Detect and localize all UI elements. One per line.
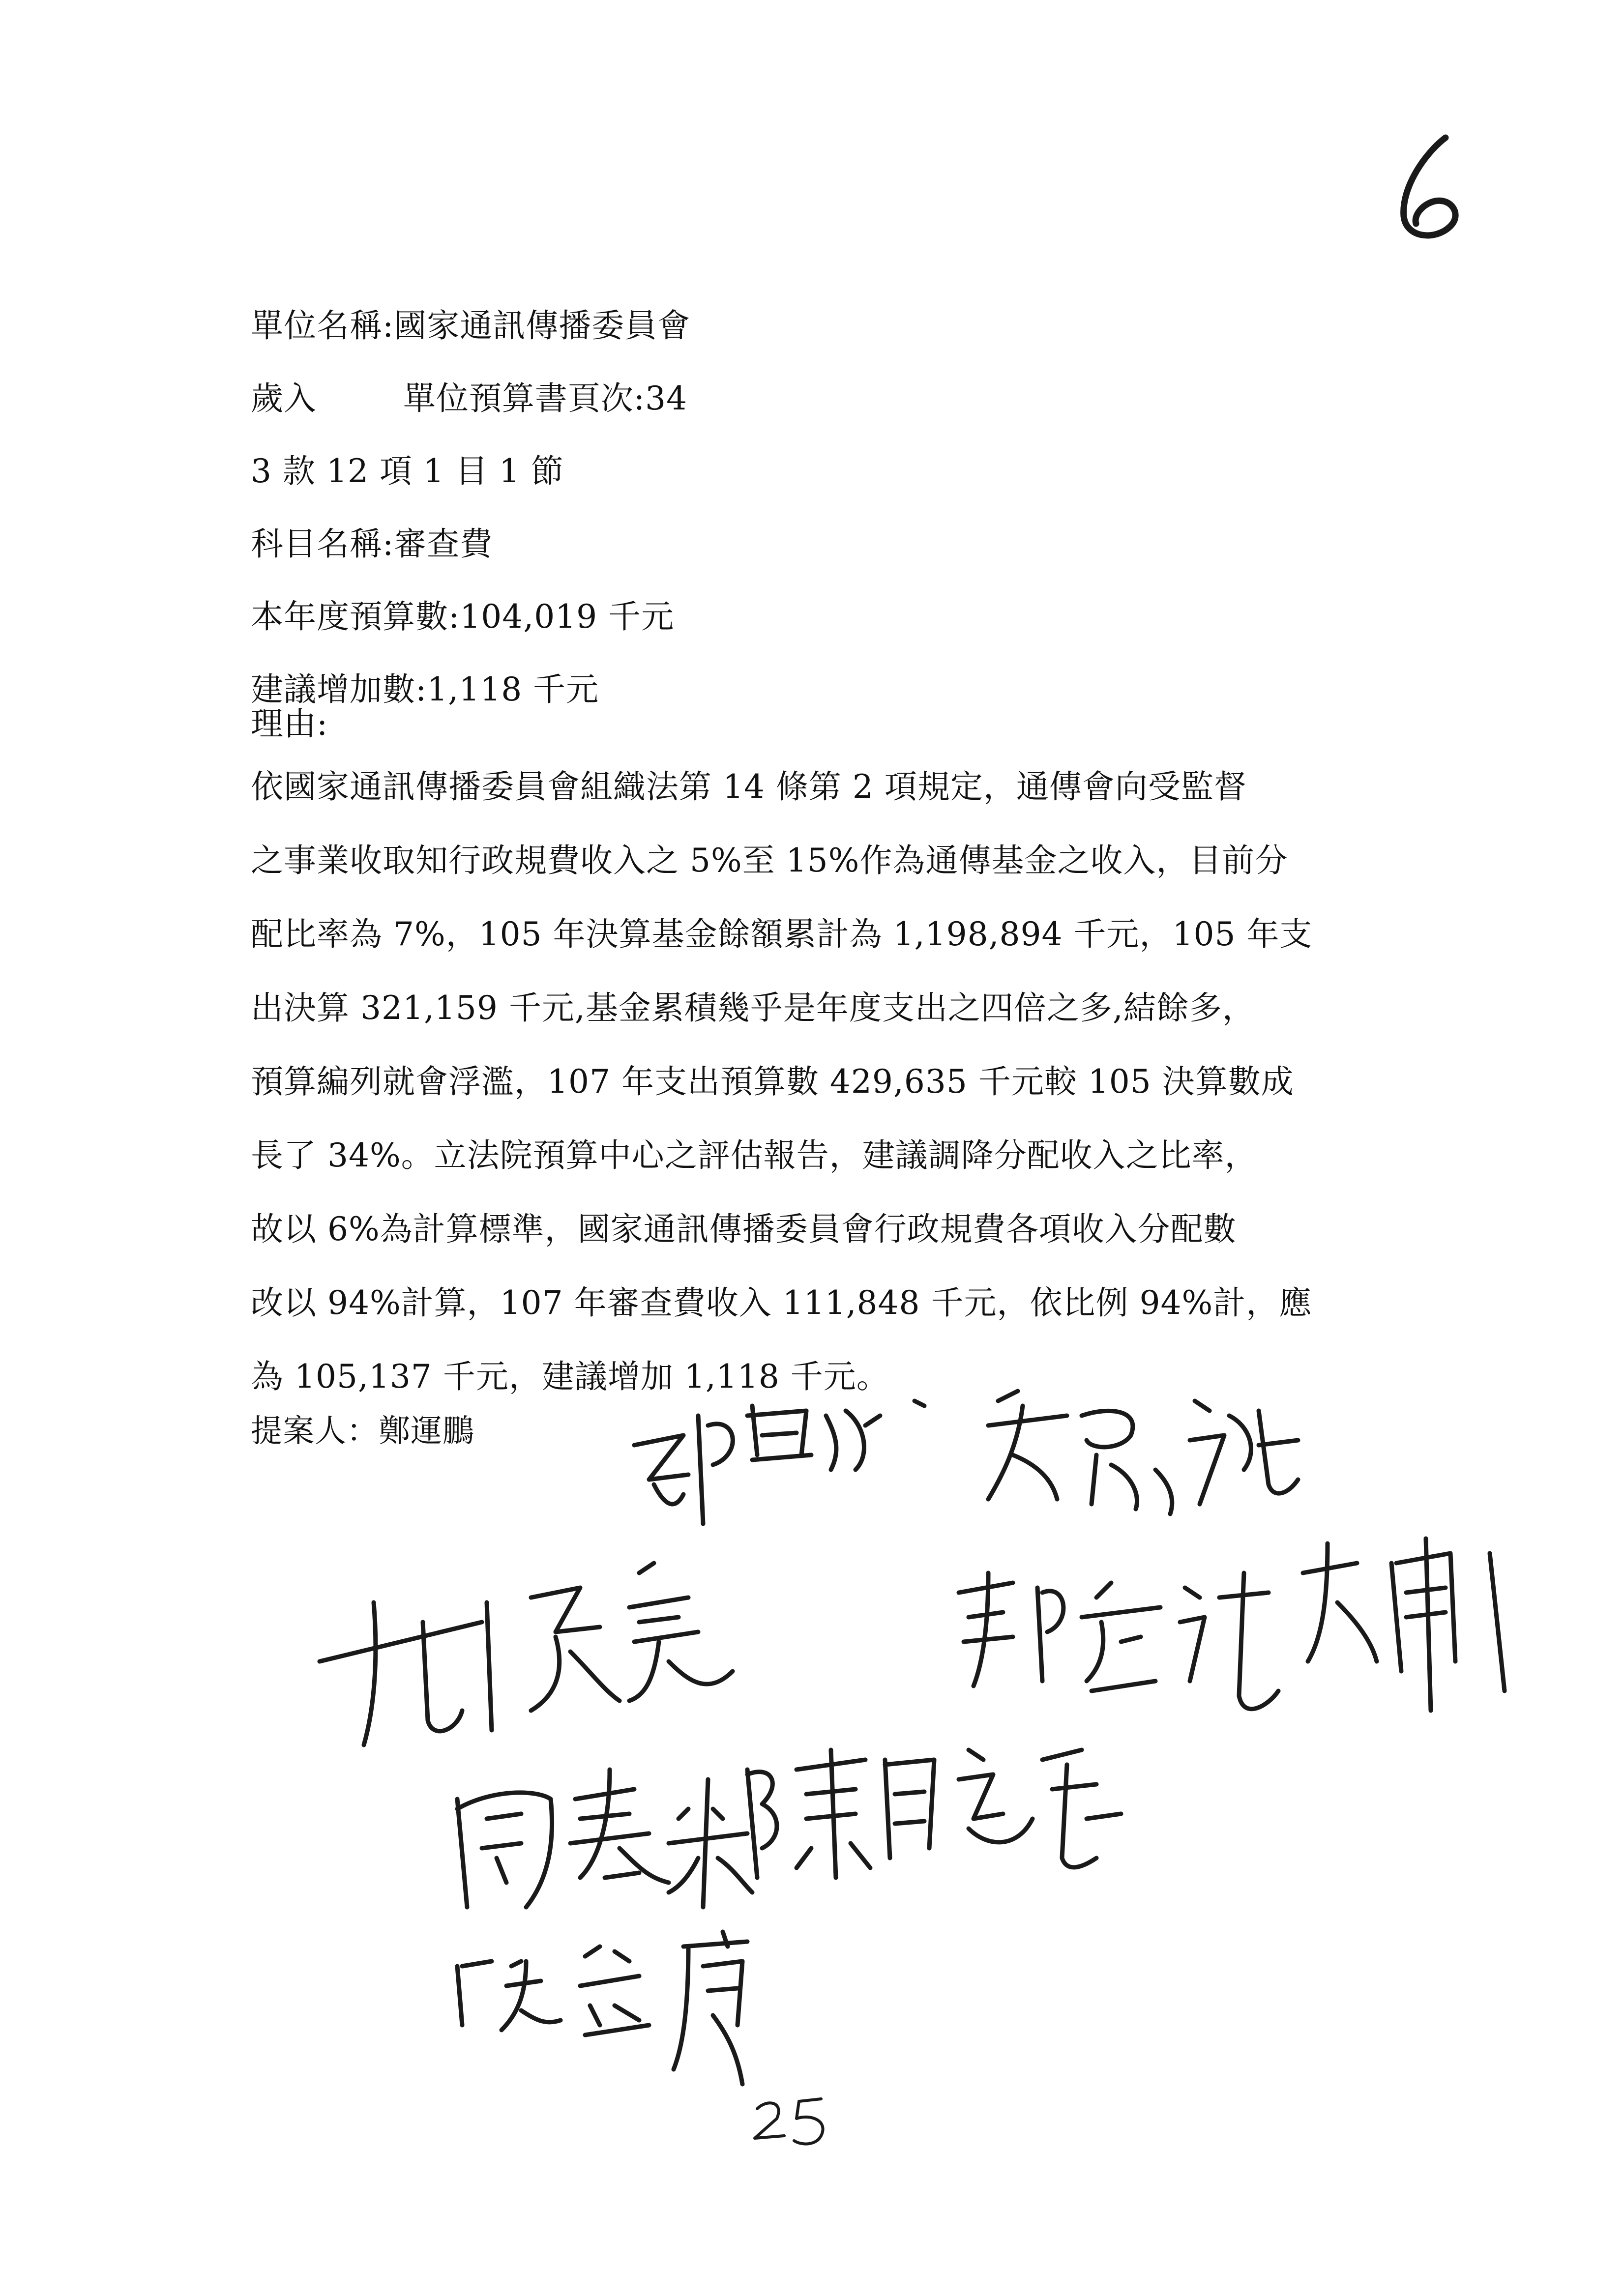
signature-1	[634, 1401, 924, 1524]
reason-line: 出決算 321,159 千元,基金累積幾乎是年度支出之四倍之多,結餘多，	[251, 989, 1255, 1027]
reason-line: 預算編列就會浮濫，107 年支出預算數 429,635 千元較 105 決算數成	[251, 1063, 1294, 1101]
handwritten-footer-number	[747, 2089, 836, 2153]
signature-4	[959, 1539, 1505, 1711]
signature-6	[747, 1750, 1121, 1878]
reason-line: 之事業收取知行政規費收入之 5%至 15%作為通傳基金之收入，目前分	[251, 842, 1288, 879]
proposer: 提案人：鄭運鵬	[251, 1413, 474, 1450]
signature-7	[457, 1932, 747, 2084]
revenue-and-page: 歲入 單位預算書頁次:34	[251, 379, 688, 417]
budget-amount: 本年度預算數:104,019 千元	[251, 598, 675, 636]
reason-line: 故以 6%為計算標準，國家通訊傳播委員會行政規費各項收入分配數	[251, 1210, 1237, 1248]
reason-title: 理由:	[251, 705, 328, 743]
signature-5	[457, 1770, 752, 1907]
signature-3	[320, 1563, 733, 1745]
reason-line: 長了 34%。立法院預算中心之評估報告，建議調降分配收入之比率，	[251, 1136, 1258, 1174]
reason-line: 配比率為 7%，105 年決算基金餘額累計為 1,198,894 千元，105 年支	[251, 915, 1313, 953]
unit-name: 單位名稱:國家通訊傳播委員會	[251, 307, 691, 345]
reason-line: 改以 94%計算，107 年審查費收入 111,848 千元，依比例 94%計，應	[251, 1284, 1312, 1322]
suggested-increase: 建議增加數:1,118 千元	[251, 670, 599, 708]
reason-line: 依國家通訊傳播委員會組織法第 14 條第 2 項規定，通傳會向受監督	[251, 768, 1247, 806]
signature-2	[988, 1391, 1298, 1514]
subject-name: 科目名稱:審查費	[251, 525, 493, 563]
reason-line: 為 105,137 千元，建議增加 1,118 千元。	[251, 1358, 889, 1395]
section-number: 3 款 12 項 1 目 1 節	[251, 452, 564, 490]
